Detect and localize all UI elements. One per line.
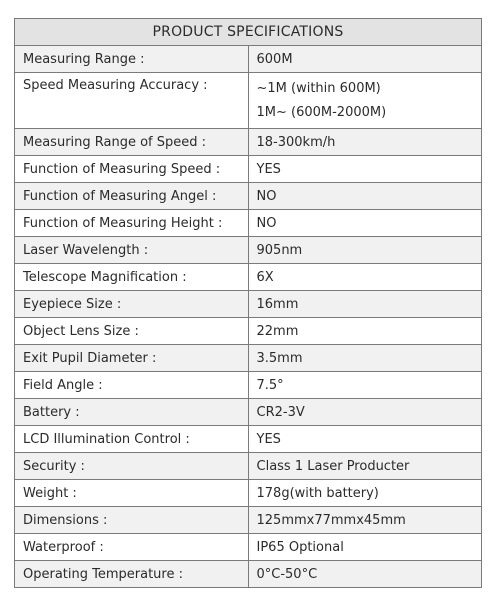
- spec-value: 3.5mm: [248, 345, 482, 372]
- spec-label: Function of Measuring Angel :: [15, 183, 249, 210]
- table-row: [15, 426, 482, 453]
- spec-value: 7.5°: [248, 372, 482, 399]
- table-row: [15, 507, 482, 534]
- spec-value-line: 1M~ (600M-2000M): [256, 104, 387, 120]
- spec-label: LCD Illumination Control :: [15, 426, 249, 453]
- spec-label: Security :: [15, 453, 249, 480]
- spec-value: 6X: [248, 264, 482, 291]
- table-row: [15, 237, 482, 264]
- spec-label: Measuring Range :: [15, 46, 249, 73]
- spec-label: Laser Wavelength :: [15, 237, 249, 264]
- spec-value: IP65 Optional: [248, 534, 482, 561]
- table-row: [15, 561, 482, 588]
- table-row: [15, 210, 482, 237]
- spec-label: Measuring Range of Speed :: [15, 129, 249, 156]
- spec-value: 178g(with battery): [248, 480, 482, 507]
- spec-label: Speed Measuring Accuracy :: [15, 73, 249, 129]
- spec-label: Weight :: [15, 480, 249, 507]
- table-row: [15, 129, 482, 156]
- table-row: [15, 480, 482, 507]
- table-row: [15, 264, 482, 291]
- table-title: PRODUCT SPECIFICATIONS: [15, 19, 482, 46]
- spec-value: NO: [248, 183, 482, 210]
- table-row: [15, 345, 482, 372]
- table-row: [15, 46, 482, 73]
- spec-value: Class 1 Laser Producter: [248, 453, 482, 480]
- spec-value: 18-300km/h: [248, 129, 482, 156]
- spec-label: Object Lens Size :: [15, 318, 249, 345]
- spec-label: Operating Temperature :: [15, 561, 249, 588]
- spec-value: 125mmx77mmx45mm: [248, 507, 482, 534]
- spec-label: Exit Pupil Diameter :: [15, 345, 249, 372]
- table-header-row: [15, 19, 482, 46]
- table-row: [15, 318, 482, 345]
- spec-value-line: ~1M (within 600M): [256, 80, 381, 96]
- spec-label: Function of Measuring Height :: [15, 210, 249, 237]
- spec-label: Dimensions :: [15, 507, 249, 534]
- spec-value: 0°C-50°C: [248, 561, 482, 588]
- table-row: [15, 291, 482, 318]
- spec-value: YES: [248, 426, 482, 453]
- table-row: [15, 183, 482, 210]
- spec-label: Field Angle :: [15, 372, 249, 399]
- table-row: [15, 73, 482, 129]
- spec-value: 22mm: [248, 318, 482, 345]
- table-row: [15, 156, 482, 183]
- table-row: [15, 399, 482, 426]
- spec-label: Waterproof :: [15, 534, 249, 561]
- spec-value: [248, 73, 482, 129]
- table-row: [15, 534, 482, 561]
- spec-value: 600M: [248, 46, 482, 73]
- spec-label: Eyepiece Size :: [15, 291, 249, 318]
- spec-value: 16mm: [248, 291, 482, 318]
- table-row: [15, 372, 482, 399]
- spec-label: Function of Measuring Speed :: [15, 156, 249, 183]
- spec-label: Battery :: [15, 399, 249, 426]
- spec-value: 905nm: [248, 237, 482, 264]
- spec-label: Telescope Magnification :: [15, 264, 249, 291]
- spec-value: CR2-3V: [248, 399, 482, 426]
- specifications-table: [14, 18, 482, 588]
- table-row: [15, 453, 482, 480]
- spec-value: NO: [248, 210, 482, 237]
- spec-value: YES: [248, 156, 482, 183]
